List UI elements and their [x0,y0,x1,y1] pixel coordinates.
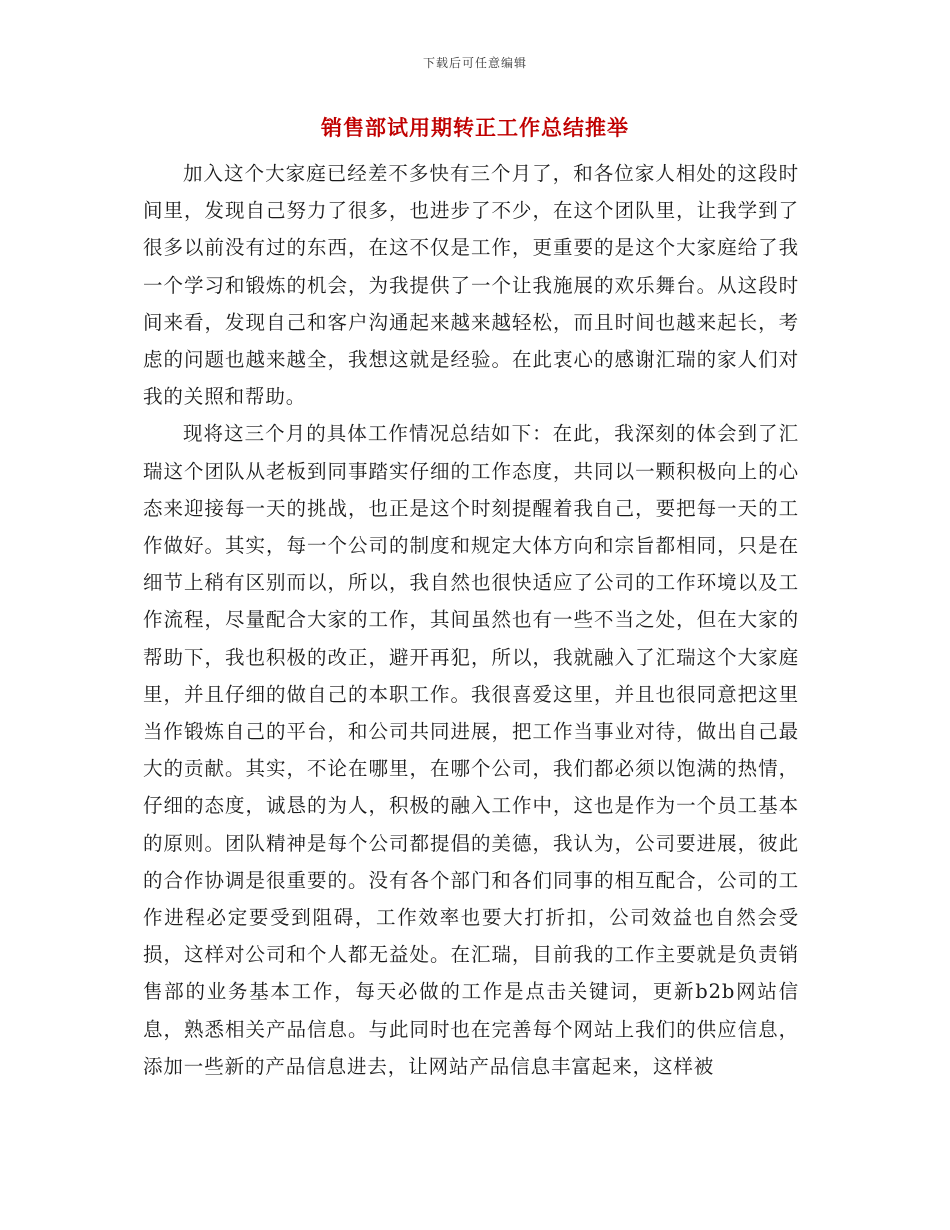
paragraph-summary: 现将这三个月的具体工作情况总结如下：在此，我深刻的体会到了汇瑞这个团队从老板到同事踏实仔细的工作态度，共同以一颗积极向上的心态来迎接每一天的挑战，也正是这个时刻提醒着我自己，要把每一天的工作做好。其实，每一个公司的制度和规定大体方向和宗旨都相同，只是在细节上稍有区别而以，所以，我自然也很快适应了公司的工作环境以及工作流程，尽量配合大家的工作，其间虽然也有一些不当之处，但在大家的帮助下，我也积极的改正，避开再犯，所以，我就融入了汇瑞这个大家庭里，并且仔细的做自己的本职工作。我很喜爱这里，并且也很同意把这里当作锻炼自己的平台，和公司共同进展，把工作当事业对待，做出自己最大的贡献。其实，不论在哪里，在哪个公司，我们都必须以饱满的热情，仔细的态度，诚恳的为人，积极的融入工作中，这也是作为一个员工基本的原则。团队精神是每个公司都提倡的美德，我认为，公司要进展，彼此的合作协调是很重要的。没有各个部门和各们同事的相互配合，公司的工作进程必定要受到阻碍，工作效率也要大打折扣，公司效益也自然会受损，这样对公司和个人都无益处。在汇瑞，目前我的工作主要就是负责销售部的业务基本工作，每天必做的工作是点击关键词，更新b2b网站信息，熟悉相关产品信息。与此同时也在完善每个网站上我们的供应信息，添加一些新的产品信息进去，让网站产品信息丰富起来，这样被 [143,422,799,1078]
header-note: 下载后可任意编辑 [422,56,527,70]
document-title: 销售部试用期转正工作总结推举 [321,116,629,140]
document-body [143,155,799,1085]
paragraph-intro: 加入这个大家庭已经差不多快有三个月了，和各位家人相处的这段时间里，发现自己努力了很多，也进步了不少，在这个团队里，让我学到了很多以前没有过的东西，在这不仅是工作，更重要的是这个大家庭给了我一个学习和锻炼的机会，为我提供了一个让我施展的欢乐舞台。从这段时间来看，发现自己和客户沟通起来越来越轻松，而且时间也越来起长，考虑的问题也越来越全，我想这就是经验。在此衷心的感谢汇瑞的家人们对我的关照和帮助。 [143,162,799,409]
